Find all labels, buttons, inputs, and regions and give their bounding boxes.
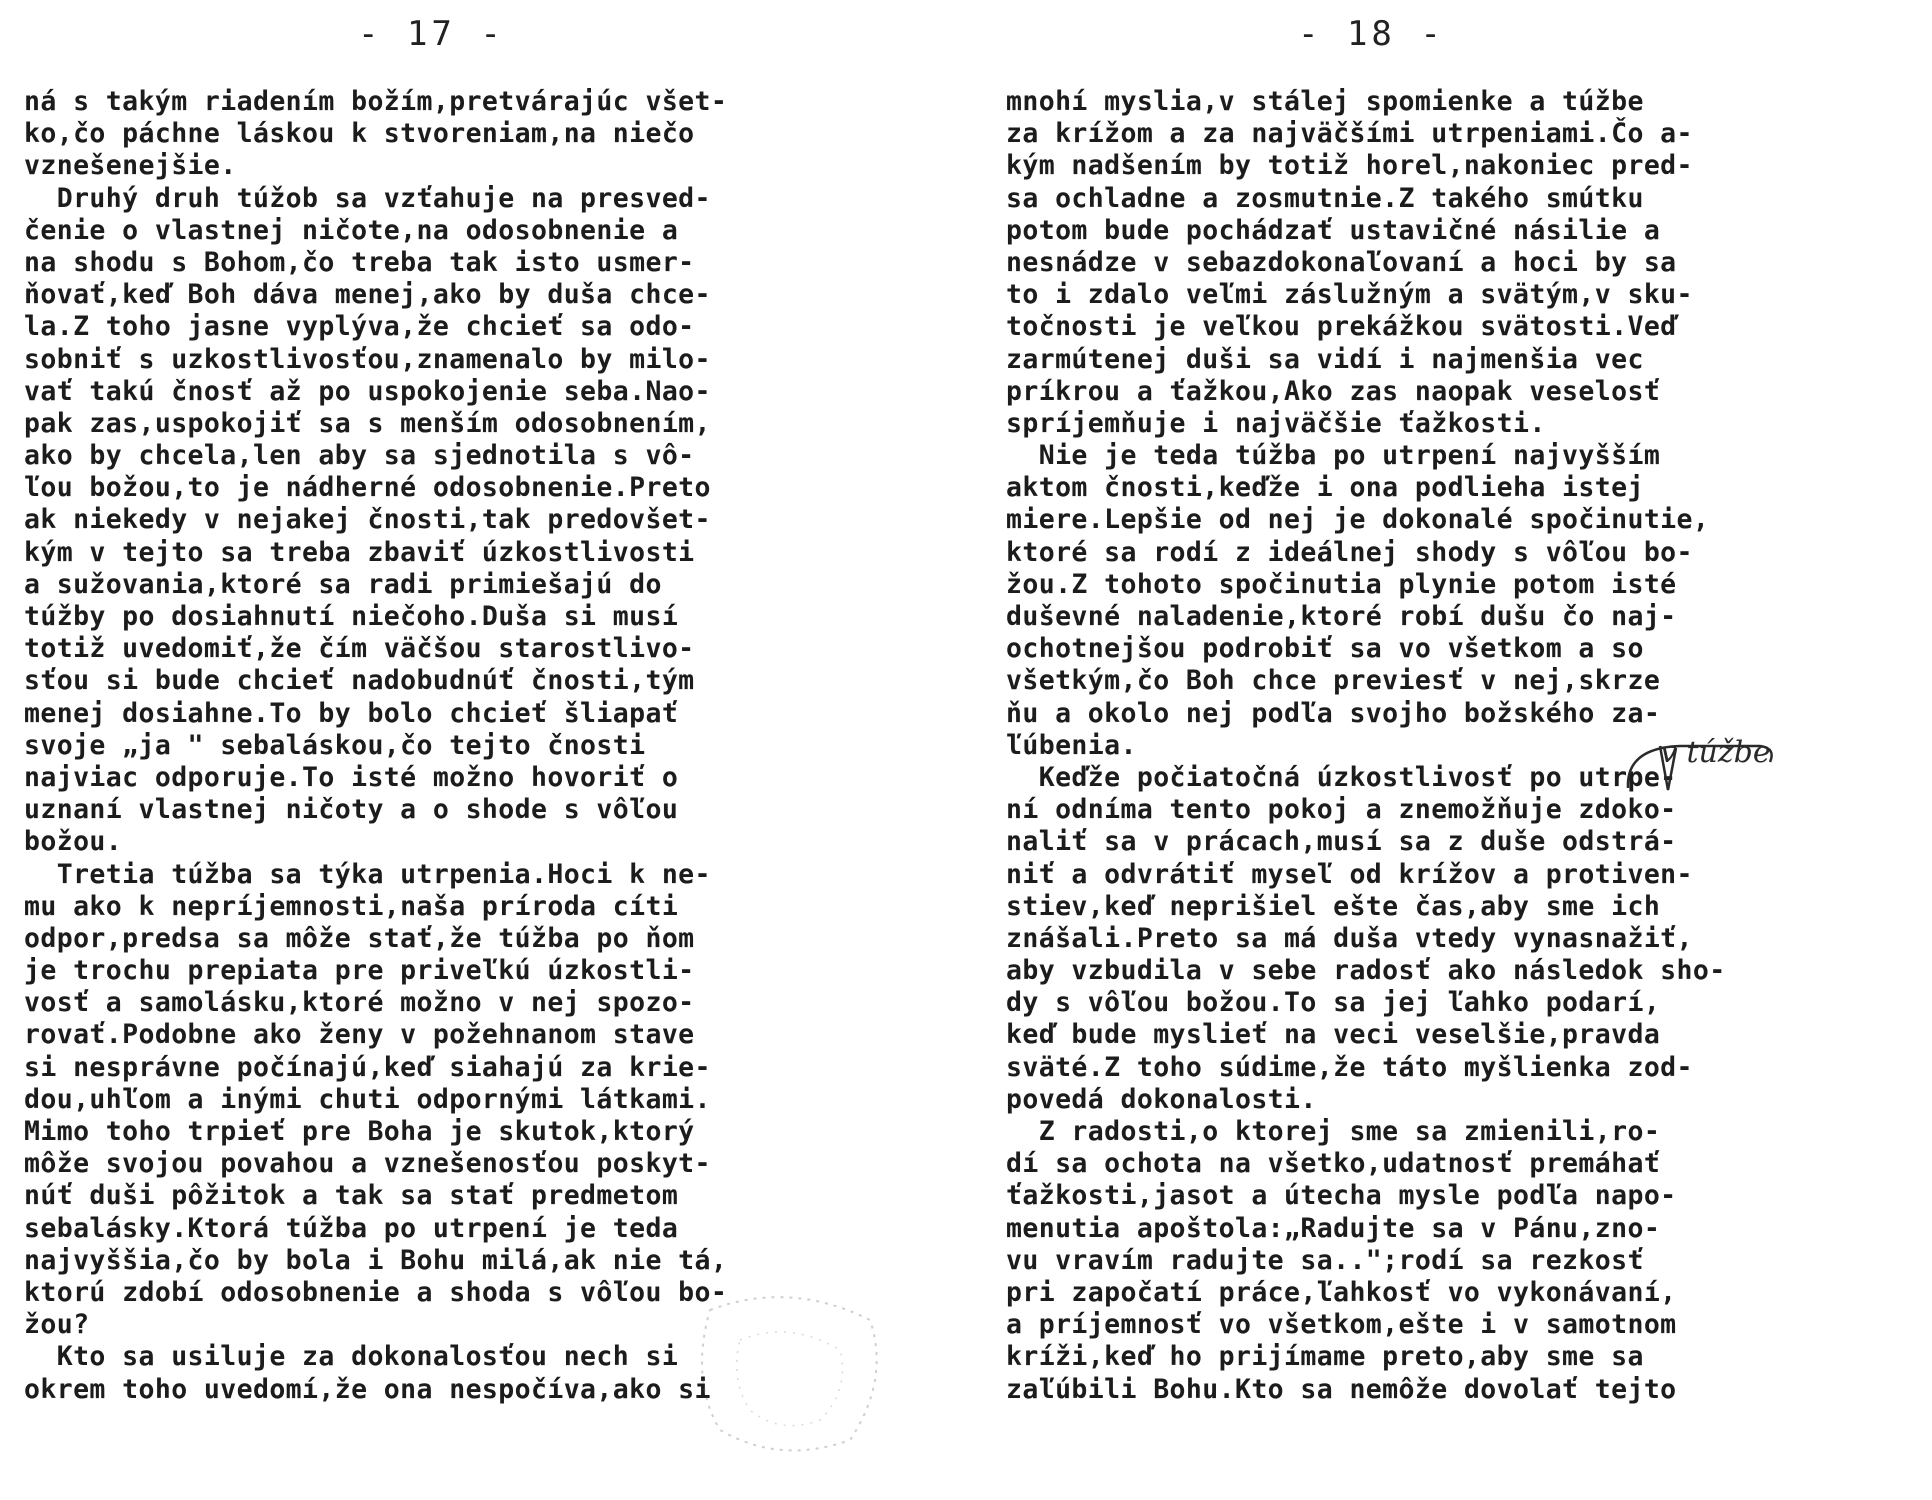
text-line: zaľúbili Bohu.Kto sa nemôže dovolať tejto — [1006, 1373, 1677, 1405]
text-line: Tretia túžba sa týka utrpenia.Hoci k ne- — [24, 858, 711, 890]
text-line: Nie je teda túžba po utrpení najvyšším — [1006, 440, 1661, 472]
handwritten-insertion: v túžbe — [1660, 735, 1771, 770]
text-line: keď bude myslieť na veci veselšie,pravda — [1006, 1019, 1661, 1051]
text-line: povedá dokonalosti. — [1006, 1083, 1317, 1115]
text-line: duševné naladenie,ktoré robí dušu čo naj- — [1006, 601, 1677, 632]
text-line: ak niekedy v nejakej čnosti,tak predovšet- — [24, 504, 711, 536]
text-line: za krížom a za najväčšími utrpeniami.Čo a- — [1006, 118, 1693, 150]
text-line: na shodu s Bohom,čo treba tak isto usmer- — [24, 246, 695, 278]
text-line: miere.Lepšie od nej je dokonalé spočinutie, — [1006, 504, 1710, 536]
text-line: túžby po dosiahnutí niečoho.Duša si musí — [24, 601, 679, 632]
text-line: potom bude pochádzať ustavičné násilie a — [1006, 214, 1661, 246]
page-body-text — [24, 86, 727, 1406]
text-line: la.Z toho jasne vyplýva,že chcieť sa odo- — [24, 311, 695, 343]
text-line: okrem toho uvedomí,že ona nespočíva,ako si — [24, 1373, 711, 1405]
text-line: dí sa ochota na všetko,udatnosť premáhať — [1006, 1148, 1661, 1180]
text-line: rovať.Podobne ako ženy v požehnanom stave — [24, 1019, 695, 1051]
text-line: je trochu prepiata pre priveľkú úzkostli- — [24, 955, 695, 987]
text-line: totiž uvedomiť,že čím väčšou starostlivo- — [24, 633, 695, 665]
text-line: žou? — [24, 1309, 90, 1341]
text-line: ťažkosti,jasot a útecha mysle podľa napo- — [1006, 1180, 1677, 1212]
faded-stamp-mark — [690, 1290, 890, 1460]
text-line: aby vzbudila v sebe radosť ako následok sho- — [1006, 955, 1726, 987]
text-line: Druhý druh túžob sa vzťahuje na presved- — [24, 182, 711, 214]
text-line: a sužovania,ktoré sa radi primiešajú do — [24, 568, 662, 600]
text-line: mu ako k nepríjemnosti,naša príroda cíti — [24, 890, 679, 922]
text-line: pak zas,uspokojiť sa s menším odosobnením, — [24, 407, 711, 439]
text-line: všetkým,čo Boh chce previesť v nej,skrze — [1006, 665, 1661, 697]
text-line: ná s takým riadením božím,pretvárajúc všet- — [24, 86, 728, 117]
text-line: to i zdalo veľmi záslužným a svätým,v sku- — [1006, 279, 1693, 311]
text-line: točnosti je veľkou prekážkou svätosti.Veď — [1006, 311, 1677, 343]
text-line: Kto sa usiluje za dokonalosťou nech si — [24, 1341, 679, 1373]
text-line: sväté.Z toho súdime,že táto myšlienka zod- — [1006, 1051, 1693, 1083]
text-line: pri započatí práce,ľahkosť vo vykonávaní, — [1006, 1276, 1677, 1308]
page-number: - 18 - — [1298, 14, 1445, 54]
text-line: menej dosiahne.To by bolo chcieť šliapať — [24, 697, 679, 729]
text-line: dy s vôľou božou.To sa jej ľahko podarí, — [1006, 987, 1661, 1019]
text-line: dou,uhľom a inými chuti odpornými látkami. — [24, 1083, 711, 1115]
text-line: znášali.Preto sa má duša vtedy vynasnažiť, — [1006, 922, 1693, 954]
text-line: kým v tejto sa treba zbaviť úzkostlivosti — [24, 536, 695, 568]
text-line: žou.Z tohoto spočinutia plynie potom isté — [1006, 568, 1677, 600]
text-line: môže svojou povahou a vznešenosťou poskyt- — [24, 1148, 711, 1180]
text-line: svoje „ja " sebaláskou,čo tejto čnosti — [24, 729, 646, 761]
text-line: kríži,keď ho prijímame preto,aby sme sa — [1006, 1341, 1644, 1373]
text-line: naliť sa v prácach,musí sa z duše odstrá- — [1006, 826, 1677, 858]
text-line: zarmútenej duši sa vidí i najmenšia vec — [1006, 343, 1644, 375]
text-line: ňu a okolo nej podľa svojho božského za- — [1006, 697, 1661, 729]
text-line: vu vravím radujte sa..";rodí sa rezkosť — [1006, 1244, 1644, 1276]
text-line: stiev,keď neprišiel ešte čas,aby sme ich — [1006, 890, 1661, 922]
text-line: a príjemnosť vo všetkom,ešte i v samotnom — [1006, 1309, 1677, 1341]
text-line: sebalásky.Ktorá túžba po utrpení je teda — [24, 1212, 679, 1244]
text-line: ako by chcela,len aby sa sjednotila s vô- — [24, 440, 695, 472]
text-line: vosť a samolásku,ktoré možno v nej spozo- — [24, 987, 695, 1019]
text-line: sobniť s uzkostlivosťou,znamenalo by milo- — [24, 343, 711, 375]
text-line: menutia apoštola:„Radujte sa v Pánu,zno- — [1006, 1212, 1661, 1244]
text-line: Z radosti,o ktorej sme sa zmienili,ro- — [1006, 1116, 1661, 1147]
text-line: ní odníma tento pokoj a znemožňuje zdoko- — [1006, 794, 1677, 826]
page-number: - 17 - — [358, 14, 505, 54]
text-line: mnohí myslia,v stálej spomienke a túžbe — [1006, 86, 1644, 117]
text-line: spríjemňuje i najväčšie ťažkosti. — [1006, 407, 1546, 439]
text-line: vať takú čnosť až po uspokojenie seba.Nao- — [24, 375, 711, 407]
text-line: ochotnejšou podrobiť sa vo všetkom a so — [1006, 633, 1644, 665]
text-line: vznešenejšie. — [24, 150, 237, 182]
text-line: ľou božou,to je nádherné odosobnenie.Preto — [24, 472, 711, 504]
text-line: nesnádze v sebazdokonaľovaní a hoci by sa — [1006, 246, 1677, 278]
text-line: núť duši pôžitok a tak sa stať predmetom — [24, 1180, 679, 1212]
page-17 — [0, 0, 900, 1500]
text-line: ňovať,keď Boh dáva menej,ako by duša chce- — [24, 279, 711, 311]
text-line: najvyššia,čo by bola i Bohu milá,ak nie tá, — [24, 1244, 728, 1276]
text-line: ktorú zdobí odosobnenie a shoda s vôľou bo- — [24, 1276, 728, 1308]
text-line: uznaní vlastnej ničoty a o shode s vôľou — [24, 794, 679, 826]
text-line: Keďže počiatočná úzkostlivosť po utrpe- — [1006, 761, 1677, 793]
text-line: božou. — [24, 826, 123, 858]
text-line: najviac odporuje.To isté možno hovoriť o — [24, 761, 679, 793]
text-line: odpor,predsa sa môže stať,že túžba po ňom — [24, 922, 695, 954]
page-body-text — [1006, 86, 1726, 1406]
text-line: ktoré sa rodí z ideálnej shody s vôľou bo- — [1006, 536, 1693, 568]
text-line: Mimo toho trpieť pre Boha je skutok,ktorý — [24, 1116, 695, 1147]
text-line: čenie o vlastnej ničote,na odosobnenie a — [24, 214, 679, 246]
text-line: príkrou a ťažkou,Ako zas naopak veselosť — [1006, 375, 1661, 407]
text-line: niť a odvrátiť myseľ od krížov a protiven- — [1006, 858, 1693, 890]
text-line: ko,čo páchne láskou k stvoreniam,na niečo — [24, 118, 695, 150]
text-line: si nesprávne počínajú,keď siahajú za krie- — [24, 1051, 711, 1083]
text-line: sa ochladne a zosmutnie.Z takého smútku — [1006, 182, 1644, 214]
text-line: ľúbenia. — [1006, 729, 1137, 761]
text-line: aktom čnosti,keďže i ona podlieha istej — [1006, 472, 1644, 504]
text-line: sťou si bude chcieť nadobudnúť čnosti,tým — [24, 665, 695, 697]
text-line: kým nadšením by totiž horel,nakoniec pred- — [1006, 150, 1693, 182]
page-18 — [966, 0, 1932, 1500]
